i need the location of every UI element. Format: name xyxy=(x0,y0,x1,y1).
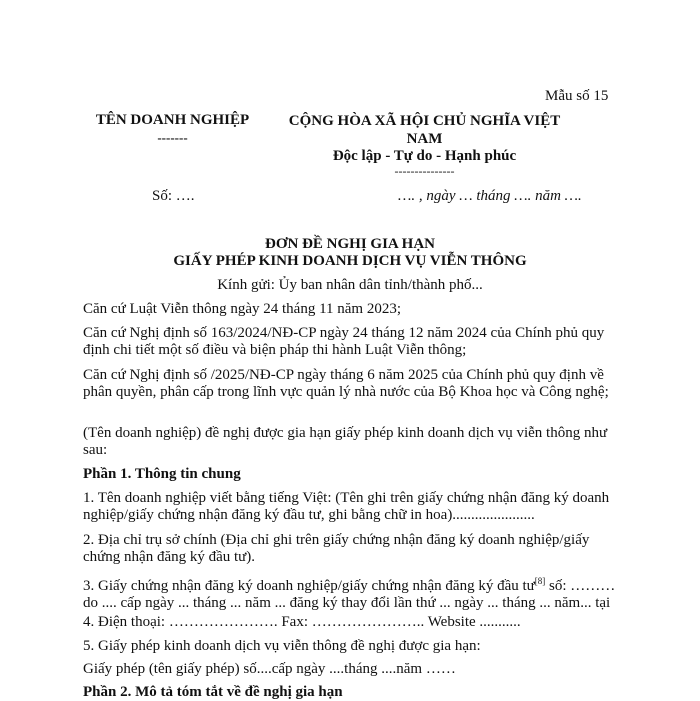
item-2-address: 2. Địa chỉ trụ sở chính (Địa chỉ ghi trên giấy chứng nhận đăng ký doanh nghiệp/giấy chứng nhận đăng ký đầu tư). xyxy=(83,532,590,565)
legal-basis-3: Căn cứ Nghị định số /2025/NĐ-CP ngày tháng 6 năm 2025 của Chính phủ quy định về phân quyền, phân cấp trong lĩnh vực quản lý nhà nước của Bộ Khoa học và Công nghệ; xyxy=(83,367,609,400)
document-title-line1: ĐƠN ĐỀ NGHỊ GIA HẠN xyxy=(264,236,436,252)
footnote-ref: [8] xyxy=(534,576,546,586)
company-divider: ------- xyxy=(157,130,188,145)
item-1-company-name: 1. Tên doanh nghiệp viết bằng tiếng Việt: (Tên ghi trên giấy chứng nhận đăng ký doanh nghiệp/giấy chứng nhận đăng ký đầu tư, ghi bằng chữ in hoa)...................... xyxy=(83,490,610,523)
company-name-placeholder: TÊN DOANH NGHIỆP xyxy=(95,112,250,128)
item-3-text-b: số: ……… do .... cấp ngày ... tháng ... năm ... đăng ký thay đổi lần thứ ... ngày ... tháng ... năm... tại xyxy=(83,578,616,611)
motto-divider: --------------- xyxy=(394,164,455,178)
request-statement: (Tên doanh nghiệp) đề nghị được gia hạn giấy phép kinh doanh dịch vụ viễn thông như sau: xyxy=(83,425,608,458)
item-4-contact: 4. Điện thoại: …………………. Fax: ………………….. Website ........... xyxy=(83,614,521,630)
item-3-registration xyxy=(83,573,628,612)
national-title: CỘNG HÒA XÃ HỘI CHỦ NGHĨA VIỆT NAM xyxy=(288,113,561,147)
form-number: Mẫu số 15 xyxy=(545,88,609,104)
document-number: Số: …. xyxy=(152,188,195,204)
item-5-license-detail: Giấy phép (tên giấy phép) số....cấp ngày ....tháng ....năm …… xyxy=(83,661,456,677)
item-3-text-a: 3. Giấy chứng nhận đăng ký doanh nghiệp/giấy chứng nhận đăng ký đầu tư xyxy=(83,578,535,594)
section-2-heading: Phần 2. Mô tả tóm tắt về đề nghị gia hạn xyxy=(83,684,343,700)
date-line: …. , ngày … tháng …. năm …. xyxy=(398,188,582,204)
document-title-line2: GIẤY PHÉP KINH DOANH DỊCH VỤ VIỄN THÔNG xyxy=(173,253,527,269)
item-5-license: 5. Giấy phép kinh doanh dịch vụ viễn thông đề nghị được gia hạn: xyxy=(83,638,481,654)
recipient-line: Kính gửi: Ủy ban nhân dân tỉnh/thành phố... xyxy=(217,277,483,293)
national-motto: Độc lập - Tự do - Hạnh phúc xyxy=(332,148,517,164)
legal-basis-1: Căn cứ Luật Viễn thông ngày 24 tháng 11 năm 2023; xyxy=(83,301,402,317)
section-1-heading: Phần 1. Thông tin chung xyxy=(83,466,241,482)
legal-basis-2: Căn cứ Nghị định số 163/2024/NĐ-CP ngày 24 tháng 12 năm 2024 của Chính phủ quy định chi tiết một số điều và biện pháp thi hành Luật Viễn thông; xyxy=(83,325,605,358)
